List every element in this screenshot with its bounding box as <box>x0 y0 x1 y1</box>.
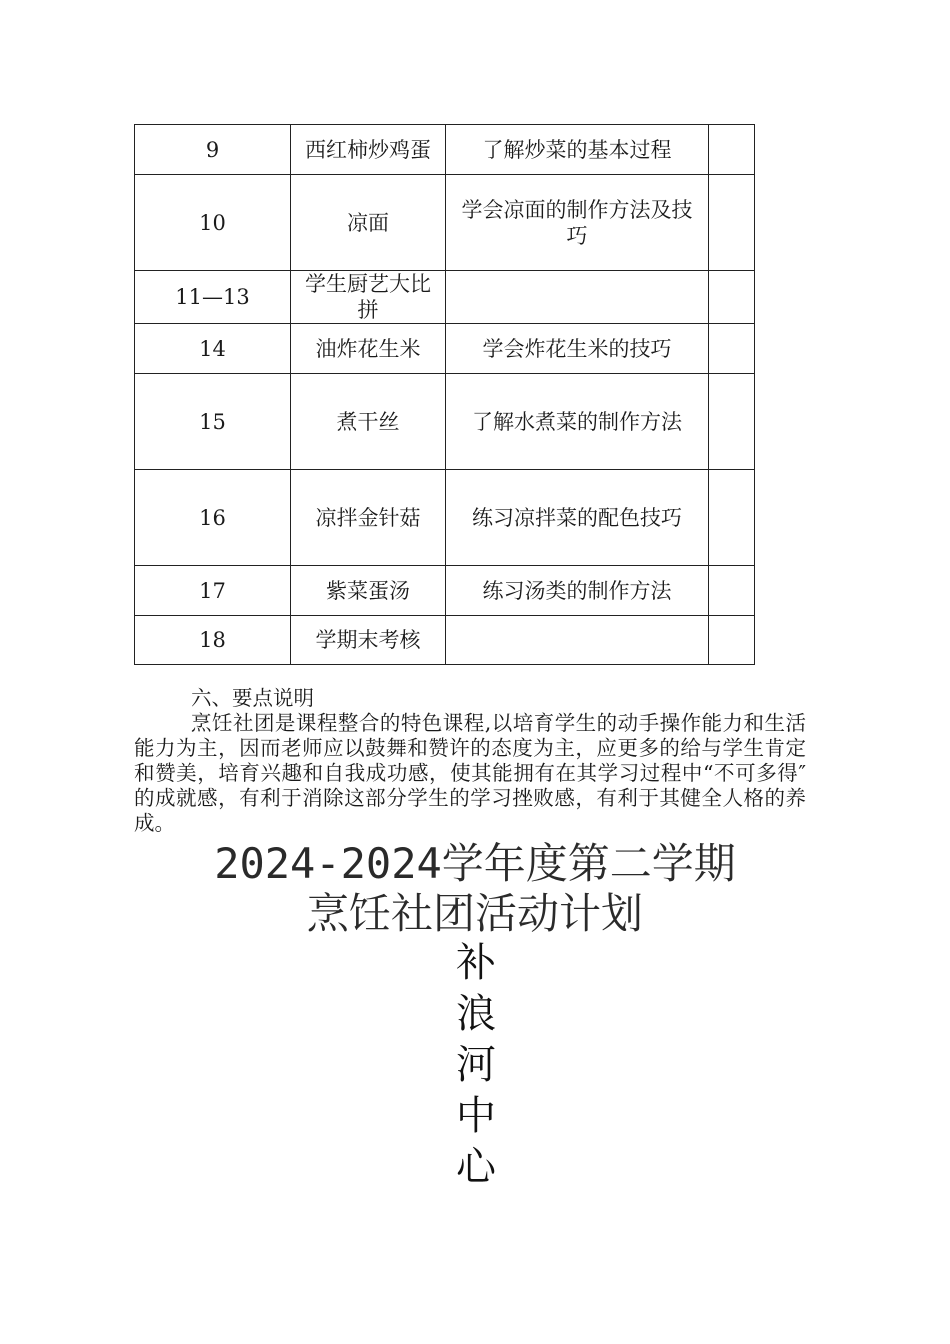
dish-name: 西红柿炒鸡蛋 <box>291 125 446 175</box>
lesson-number: 17 <box>135 566 291 616</box>
table-row <box>135 324 755 374</box>
lesson-goal: 了解炒菜的基本过程 <box>446 125 709 175</box>
lesson-number: 15 <box>135 374 291 470</box>
notes-section <box>134 686 806 836</box>
table-row <box>135 566 755 616</box>
lesson-number: 10 <box>135 175 291 271</box>
lesson-goal: 学会炸花生米的技巧 <box>446 324 709 374</box>
lesson-note <box>709 470 755 566</box>
lesson-note <box>709 271 755 324</box>
lesson-number: 14 <box>135 324 291 374</box>
table-row <box>135 125 755 175</box>
lesson-goal: 练习凉拌菜的配色技巧 <box>446 470 709 566</box>
lesson-number: 18 <box>135 616 291 665</box>
dish-name: 油炸花生米 <box>291 324 446 374</box>
lesson-goal: 学会凉面的制作方法及技巧 <box>446 175 709 271</box>
table-row <box>135 470 755 566</box>
dish-name: 凉拌金针菇 <box>291 470 446 566</box>
lesson-note <box>709 175 755 271</box>
lesson-note <box>709 566 755 616</box>
lesson-goal: 练习汤类的制作方法 <box>446 566 709 616</box>
lesson-goal <box>446 616 709 665</box>
table-row <box>135 374 755 470</box>
school-name-char: 中 <box>456 1093 496 1139</box>
dish-name: 煮干丝 <box>291 374 446 470</box>
schedule-table <box>134 124 755 665</box>
school-name-vertical <box>450 938 502 1193</box>
school-name-char: 浪 <box>456 991 496 1037</box>
dish-name: 学生厨艺大比拼 <box>291 271 446 324</box>
table-row <box>135 175 755 271</box>
notes-heading: 六、要点说明 <box>191 686 314 710</box>
lesson-goal: 了解水煮菜的制作方法 <box>446 374 709 470</box>
school-name-char: 心 <box>456 1144 496 1190</box>
dish-name: 凉面 <box>291 175 446 271</box>
table-row <box>135 616 755 665</box>
document-title-line2: 烹饪社团活动计划 <box>306 889 643 938</box>
dish-name: 紫菜蛋汤 <box>291 566 446 616</box>
document-title-line1: 2024-2024学年度第二学期 <box>214 839 736 888</box>
lesson-note <box>709 125 755 175</box>
lesson-goal <box>446 271 709 324</box>
school-name-char: 补 <box>456 940 496 986</box>
lesson-note <box>709 374 755 470</box>
lesson-note <box>709 616 755 665</box>
school-name-char: 河 <box>456 1042 496 1088</box>
lesson-number: 16 <box>135 470 291 566</box>
dish-name: 学期末考核 <box>291 616 446 665</box>
lesson-note <box>709 324 755 374</box>
lesson-number: 11—13 <box>135 271 291 324</box>
lesson-number: 9 <box>135 125 291 175</box>
table-row <box>135 271 755 324</box>
notes-body: 烹饪社团是课程整合的特色课程,以培育学生的动手操作能力和生活能力为主，因而老师应以鼓舞和赞许的态度为主，应更多的给与学生肯定和赞美，培育兴趣和自我成功感，使其能拥有在其学习过程中“不可多得″的成就感，有利于消除这部分学生的学习挫败感，有利于其健全人格的养成。 <box>134 711 806 835</box>
